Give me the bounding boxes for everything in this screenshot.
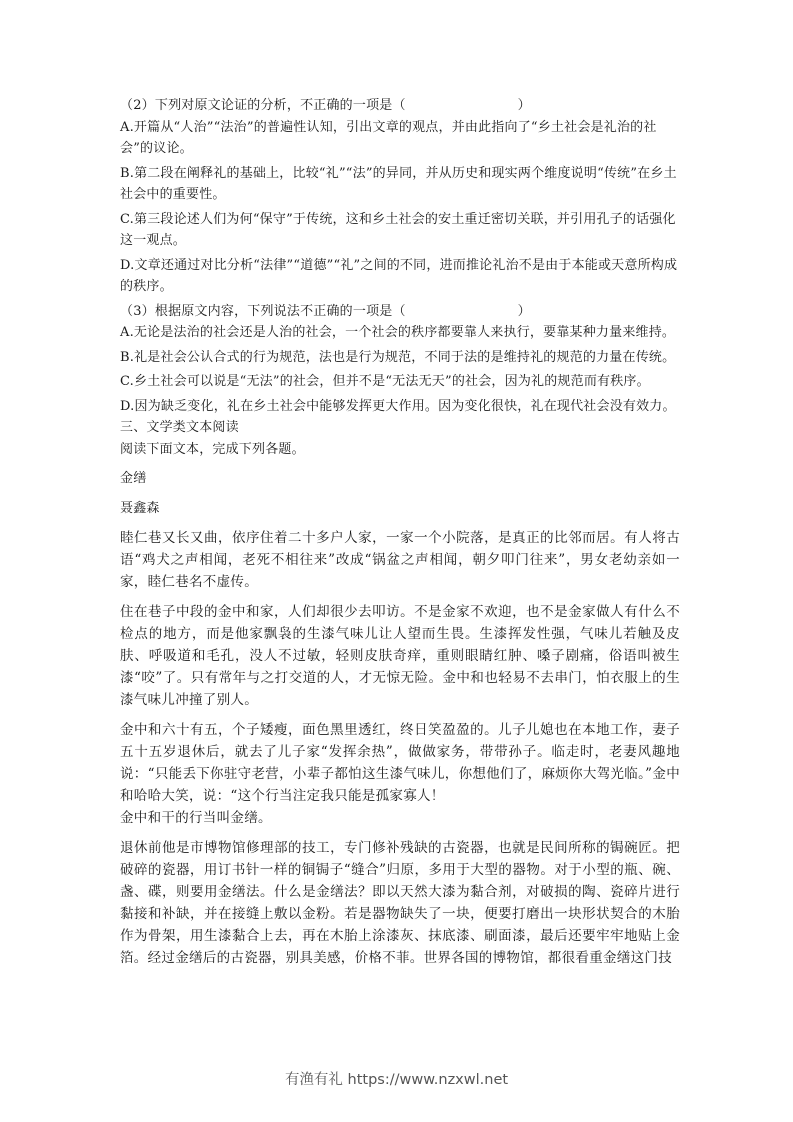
document-page (120, 95, 680, 969)
option-c: C.乡土社会可以说是“无法”的社会，但并不是“无法无天”的社会，因为礼的规范而有秩序。 (120, 374, 650, 389)
story-paragraph: 金中和六十有五，个子矮瘦，面色黑里透红，终日笑盈盈的。儿子儿媳也在本地工作，妻子五十五岁退休后，就去了儿子家“发挥余热”，做做家务，带带孙子。临走时，老妻风趣地说：“只能丢下你驻守老营，小辈子都怕这生漆气味儿，你想他们了，麻烦你大驾光临。”金中和哈哈大笑，说：“这个行当注定我只能是孤家寡人！ (120, 722, 680, 804)
story-paragraph: 住在巷子中段的金中和家，人们却很少去叩访。不是金家不欢迎，也不是金家做人有什么不检点的地方，而是他家飘袅的生漆气味儿让人望而生畏。生漆挥发性强，气味儿若触及皮肤、呼吸道和毛孔，没人不过敏，轻则皮肤奇痒，重则眼睛红肿、嗓子剧痛，俗语叫被生漆“咬”了。只有常年与之打交道的人，才无惊无险。金中和也轻易不去串门，怕衣服上的生漆气味儿冲撞了别人。 (120, 604, 680, 708)
footer-watermark: 有渔有礼 https://www.nzxwl.net (284, 1072, 509, 1088)
option-c: C.第三段论述人们为何“保守”于传统，这和乡土社会的安土重迁密切关联，并引用孔子的话强化这一观点。 (120, 211, 676, 248)
story-title: 金缮 (120, 471, 147, 486)
option-b: B.第二段在阐释礼的基础上，比较“礼”“法”的异同，并从历史和现实两个维度说明“传统”在乡土社会中的重要性。 (120, 165, 677, 202)
section-heading: 三、文学类文本阅读 (120, 420, 239, 435)
section-instruction: 阅读下面文本，完成下列各题。 (120, 441, 305, 457)
question-stem: （2）下列对原文论证的分析，不正确的一项是（ ） (120, 98, 531, 113)
question-3 (120, 301, 680, 418)
story-author: 聂鑫森 (120, 500, 160, 516)
option-a: A.开篇从“人治”“法治”的普遍性认知，引出文章的观点，并由此指向了“乡土社会是礼治的社会”的议论。 (120, 119, 657, 156)
question-stem: （3）根据原文内容，下列说法不正确的一项是（ ） (120, 303, 531, 319)
option-d: D.因为缺乏变化，礼在乡土社会中能够发挥更大作用。因为变化很快，礼在现代社会没有效力。 (120, 398, 676, 414)
question-2 (120, 95, 680, 298)
option-d: D.文章还通过对比分析“法律”“道德”“礼”之间的不同，进而推论礼治不是由于本能或天意所构成的秩序。 (120, 257, 678, 294)
story-paragraph: 退休前他是市博物馆修理部的技工，专门修补残缺的古瓷器，也就是民间所称的锔碗匠。把破碎的瓷器，用订书针一样的铜锔子“缝合”归原，多用于大型的器物。对于小型的瓶、碗、盏、碟，则要用金缮法。什么是金缮法？即以天然大漆为黏合剂，对破损的陶、瓷碎片进行黏接和补缺，并在接缝上敷以金粉。若是器物缺失了一块，便要打磨出一块形状契合的木胎作为骨架，用生漆黏合上去，再在木胎上涂漆灰、抹底漆、刷面漆，最后还要牢牢地贴上金箔。经过金缮后的古瓷器，别具美感，价格不菲。世界各国的博物馆，都很看重金缮这门技 (120, 840, 680, 966)
story-paragraph: 金中和干的行当叫金缮。 (120, 810, 272, 826)
option-a: A.无论是法治的社会还是人治的社会，一个社会的秩序都要靠人来执行，要靠某种力量来维持。 (120, 325, 676, 340)
option-b: B.礼是社会公认合式的行为规范，法也是行为规范，不同于法的是维持礼的规范的力量在传统。 (120, 349, 676, 365)
story-paragraph: 睦仁巷又长又曲，依序住着二十多户人家，一家一个小院落，是真正的比邻而居。有人将古语“鸡犬之声相闻，老死不相往来”改成“锅盆之声相闻，朝夕叩门往来”，男女老幼亲如一家，睦仁巷名不虚传。 (120, 530, 680, 590)
